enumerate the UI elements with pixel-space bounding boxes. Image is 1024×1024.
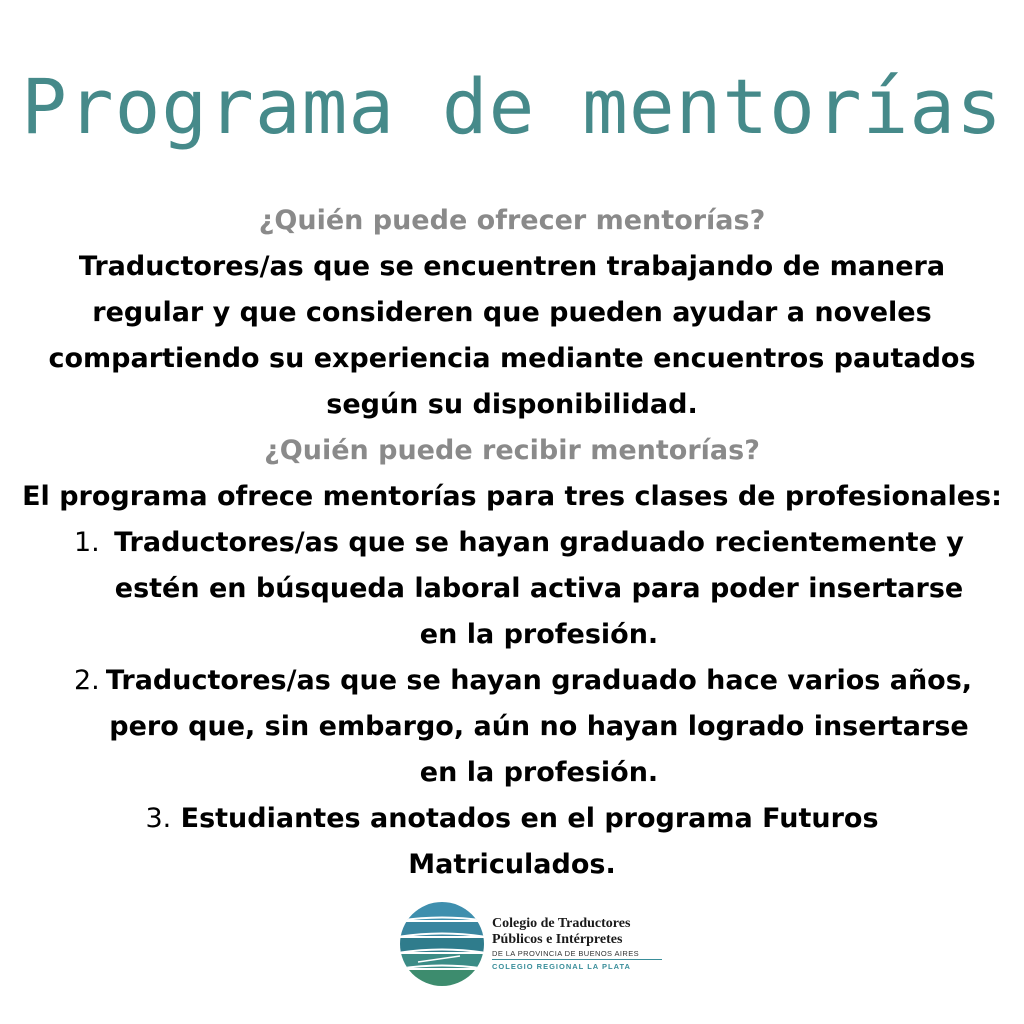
list-number: 1. <box>74 527 100 558</box>
profile-list <box>40 520 984 888</box>
list-text: Traductores/as que se hayan graduado hace varios años, pero que, sin embargo, aún no hayan logrado insertarse en la profesión. <box>105 665 973 788</box>
list-text: Traductores/as que se hayan graduado recientemente y estén en búsqueda laboral activa para poder insertarse en la profesión. <box>114 527 964 650</box>
answer-receive-intro: El programa ofrece mentorías para tres clases de profesionales: <box>22 481 1002 512</box>
logo-line-4: COLEGIO REGIONAL LA PLATA <box>492 959 662 972</box>
answer-offer: Traductores/as que se encuentren trabajando de manera regular y que consideren que pueden ayudar a noveles compartiendo su experiencia mediante encuentros pautados según su disponibilidad. <box>48 251 976 420</box>
list-number: 2. <box>74 665 100 696</box>
page-title: Programa de mentorías <box>21 62 1003 151</box>
logo-line-3: DE LA PROVINCIA DE BUENOS AIRES <box>492 949 640 958</box>
question-offer: ¿Quién puede ofrecer mentorías? <box>258 205 766 236</box>
list-text: Estudiantes anotados en el programa Futuros Matriculados. <box>180 803 879 880</box>
list-item <box>40 520 984 658</box>
list-item <box>40 658 984 796</box>
college-logo <box>398 900 658 992</box>
college-emblem-icon <box>398 900 486 988</box>
question-receive: ¿Quién puede recibir mentorías? <box>264 435 760 466</box>
list-item <box>40 796 984 888</box>
logo-line-1: Colegio de Traductores <box>492 916 631 931</box>
logo-line-2: Públicos e Intérpretes <box>492 932 623 947</box>
list-number: 3. <box>145 803 172 834</box>
logo-text <box>492 916 662 972</box>
main-content <box>22 198 1002 888</box>
